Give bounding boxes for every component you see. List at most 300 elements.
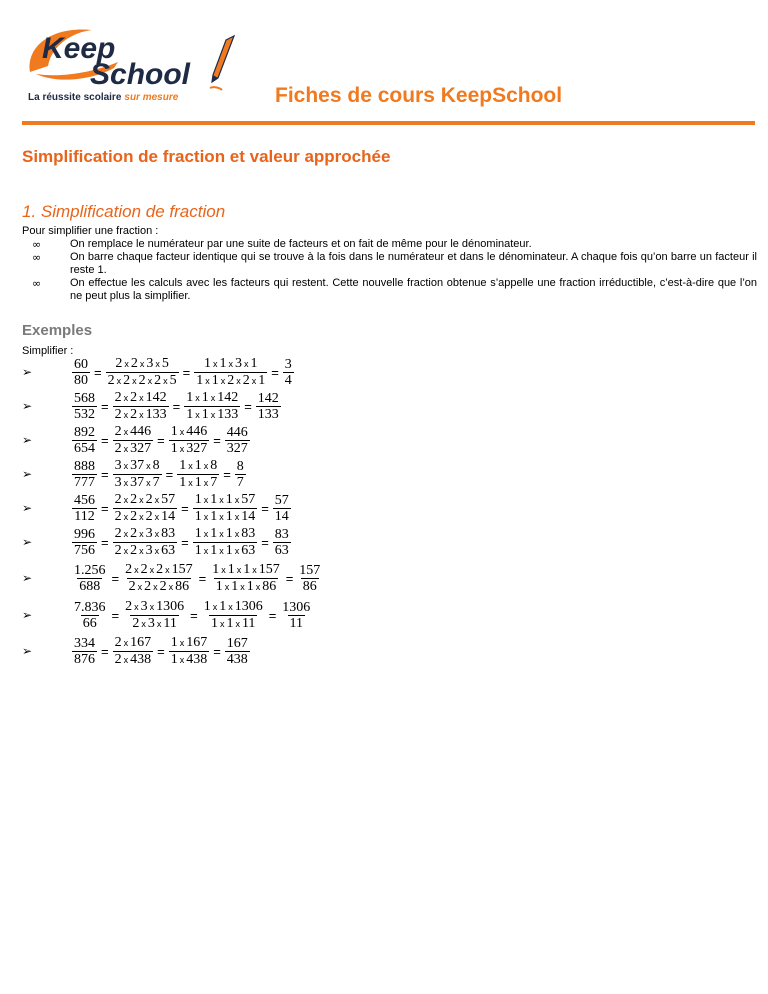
- numerator: [297, 563, 322, 578]
- fraction: [169, 635, 210, 668]
- factor: 14: [161, 508, 176, 524]
- numerator: [169, 635, 210, 651]
- times-sign: x: [210, 409, 216, 420]
- denominator: [113, 542, 178, 559]
- factor: 876: [74, 651, 95, 667]
- fraction: [177, 458, 219, 491]
- factor: 57: [241, 491, 256, 507]
- factor: 2: [145, 491, 153, 507]
- factor: 327: [130, 440, 152, 456]
- list-item: [22, 277, 757, 303]
- equals-sign: =: [223, 466, 231, 482]
- factor: 2: [130, 508, 138, 524]
- times-sign: x: [123, 460, 129, 471]
- factor: 1: [194, 525, 202, 541]
- times-sign: x: [139, 409, 144, 420]
- fraction: [72, 425, 97, 456]
- factor: 996: [74, 526, 95, 542]
- denominator: [283, 372, 294, 388]
- fraction: [72, 493, 97, 524]
- equals-sign: =: [157, 432, 165, 448]
- list-item: [22, 251, 757, 277]
- equals-sign: =: [244, 398, 252, 414]
- factor: 167: [226, 635, 248, 651]
- numerator: [72, 493, 97, 508]
- logo-word-keep: Keep: [42, 32, 116, 65]
- factor: 1: [170, 440, 178, 456]
- fraction: [280, 600, 312, 631]
- fraction: [123, 562, 195, 595]
- factor: 1: [194, 542, 202, 558]
- numerator: [225, 636, 250, 651]
- times-sign: x: [203, 528, 209, 539]
- times-sign: x: [221, 564, 226, 575]
- equals-sign: =: [111, 607, 120, 623]
- times-sign: x: [123, 654, 129, 665]
- numerator: [193, 526, 258, 542]
- denominator: [72, 508, 96, 524]
- numerator: [235, 459, 246, 474]
- numerator: [202, 356, 260, 372]
- equals-sign: =: [172, 398, 181, 414]
- times-sign: x: [219, 511, 224, 522]
- times-sign: x: [116, 375, 122, 386]
- denominator: [184, 406, 240, 423]
- denominator: [225, 440, 250, 456]
- times-sign: x: [123, 637, 129, 648]
- times-sign: x: [188, 477, 193, 488]
- factor: 1: [194, 508, 202, 524]
- keepschool-logo: [22, 22, 244, 104]
- factor: 2: [114, 508, 122, 524]
- factor: 2: [125, 561, 133, 577]
- times-sign: x: [203, 511, 209, 522]
- factor: 2: [128, 578, 136, 594]
- factor: 2: [114, 406, 122, 422]
- factor: 2: [132, 615, 140, 631]
- times-sign: x: [236, 375, 241, 386]
- factor: 3: [114, 474, 122, 490]
- times-sign: x: [212, 358, 218, 369]
- factor: 1: [211, 372, 219, 388]
- examples-heading: Exemples: [22, 322, 93, 339]
- factor: 2: [140, 561, 148, 577]
- factor: 446: [226, 424, 248, 440]
- times-sign: x: [149, 564, 155, 575]
- factor: 1: [194, 474, 202, 490]
- times-sign: x: [154, 494, 160, 505]
- equals-sign: =: [101, 534, 109, 550]
- times-sign: x: [134, 601, 139, 612]
- times-sign: x: [219, 494, 224, 505]
- arrow-bullet-icon: ➢: [22, 535, 33, 549]
- times-sign: x: [154, 528, 160, 539]
- section-title: Simplification de fraction et valeur approchée: [22, 147, 391, 166]
- times-sign: x: [134, 564, 139, 575]
- denominator: [169, 440, 210, 457]
- factor: 688: [79, 578, 101, 594]
- equals-sign: =: [181, 534, 189, 550]
- fraction: [72, 459, 97, 490]
- fraction: [210, 562, 282, 595]
- factor: 1: [203, 598, 211, 614]
- numerator: [72, 357, 90, 372]
- times-sign: x: [165, 564, 170, 575]
- times-sign: x: [203, 494, 209, 505]
- numerator: [193, 492, 258, 508]
- factor: 167: [186, 634, 208, 650]
- factor: 1: [196, 372, 204, 388]
- factor: 2: [114, 389, 122, 405]
- denominator: [169, 651, 210, 668]
- factor: 3: [145, 542, 153, 558]
- factor: 1: [219, 355, 227, 371]
- times-sign: x: [234, 528, 240, 539]
- factor: 83: [274, 526, 289, 542]
- factor: 167: [130, 634, 152, 650]
- factor: 2: [114, 542, 122, 558]
- times-sign: x: [252, 564, 257, 575]
- list-item-text: On barre chaque facteur identique qui se trouve à la fois dans le numérateur et dans le dénominateur. A chaque fois qu’on barre un facteur il reste 1.: [70, 251, 757, 276]
- numerator: [113, 390, 169, 406]
- factor: 133: [217, 406, 239, 422]
- times-sign: x: [219, 528, 224, 539]
- denominator: [301, 578, 319, 594]
- denominator: [225, 651, 250, 667]
- times-sign: x: [168, 581, 174, 592]
- times-sign: x: [156, 618, 162, 629]
- factor: 1: [231, 578, 239, 594]
- times-sign: x: [163, 375, 168, 386]
- denominator: [106, 372, 179, 389]
- fraction: [113, 526, 178, 559]
- factor: 777: [74, 474, 95, 490]
- factor: 1: [215, 578, 223, 594]
- factor: 86: [262, 578, 277, 594]
- times-sign: x: [195, 392, 200, 403]
- denominator: [214, 578, 279, 595]
- fraction: [72, 636, 97, 667]
- equals-sign: =: [101, 500, 109, 516]
- times-sign: x: [236, 564, 242, 575]
- example-row: [22, 389, 281, 423]
- equals-sign: =: [111, 570, 120, 586]
- times-sign: x: [240, 581, 245, 592]
- fraction: [235, 459, 246, 490]
- example-row: [22, 491, 291, 525]
- numerator: [113, 492, 178, 508]
- times-sign: x: [228, 601, 233, 612]
- times-sign: x: [179, 443, 185, 454]
- numerator: [123, 599, 186, 615]
- times-sign: x: [219, 618, 225, 629]
- factor: 1: [225, 542, 233, 558]
- numerator: [72, 636, 97, 651]
- numerator: [113, 424, 154, 440]
- denominator: [256, 406, 281, 422]
- numerator: [113, 635, 154, 651]
- factor: 3: [114, 457, 122, 473]
- fraction: [225, 636, 250, 667]
- denominator: [194, 372, 267, 389]
- times-sign: x: [228, 358, 233, 369]
- factor: 334: [74, 635, 95, 651]
- factor: 2: [114, 440, 122, 456]
- equals-sign: =: [182, 364, 191, 380]
- fraction: [193, 526, 258, 559]
- numerator: [177, 458, 219, 474]
- factor: 446: [186, 423, 208, 439]
- fraction: [225, 425, 250, 456]
- factor: 157: [299, 562, 321, 578]
- factor: 892: [74, 424, 95, 440]
- times-sign: x: [219, 545, 224, 556]
- factor: 157: [258, 561, 280, 577]
- factor: 1: [170, 634, 178, 650]
- factor: 1306: [156, 598, 185, 614]
- factor: 11: [241, 615, 256, 631]
- numerator: [113, 526, 178, 542]
- equals-sign: =: [101, 398, 109, 414]
- fraction: [273, 493, 291, 524]
- factor: 1: [170, 423, 178, 439]
- times-sign: x: [188, 460, 193, 471]
- numerator: [72, 459, 97, 474]
- denominator: [177, 474, 219, 491]
- times-sign: x: [123, 494, 129, 505]
- arrow-bullet-icon: ➢: [22, 501, 33, 515]
- times-sign: x: [210, 392, 216, 403]
- times-sign: x: [141, 618, 146, 629]
- factor: 11: [289, 615, 304, 631]
- factor: 1: [210, 615, 218, 631]
- factor: 1: [219, 598, 227, 614]
- factor: 2: [114, 423, 122, 439]
- factor: 2: [125, 598, 133, 614]
- factor: 2: [156, 561, 164, 577]
- factor: 7.836: [74, 599, 106, 615]
- fraction: [72, 391, 97, 422]
- denominator: [72, 372, 90, 388]
- factor: 1: [194, 491, 202, 507]
- equals-sign: =: [181, 500, 189, 516]
- equals-sign: =: [213, 432, 221, 448]
- denominator: [113, 651, 154, 668]
- times-sign: x: [155, 358, 160, 369]
- factor: 456: [74, 492, 95, 508]
- factor: 2: [123, 372, 131, 388]
- times-sign: x: [235, 618, 240, 629]
- fraction: [193, 492, 258, 525]
- numerator: [202, 599, 265, 615]
- factor: 2: [114, 525, 122, 541]
- times-sign: x: [139, 511, 144, 522]
- factor: 7: [210, 474, 218, 490]
- factor: 66: [82, 615, 97, 631]
- equals-sign: =: [101, 643, 109, 659]
- list-item-text: On effectue les calculs avec les facteurs qui restent. Cette nouvelle fraction obtenue s’appelle une fraction irréductible, c’est-à-dire que l’on ne peut plus la simplifier.: [70, 277, 757, 302]
- times-sign: x: [224, 581, 230, 592]
- factor: 438: [186, 651, 208, 667]
- factor: 1: [225, 525, 233, 541]
- factor: 1: [226, 615, 234, 631]
- denominator: [288, 615, 305, 631]
- factor: 63: [161, 542, 176, 558]
- factor: 1: [246, 578, 254, 594]
- factor: 327: [226, 440, 248, 456]
- example-row: [22, 457, 246, 491]
- fraction: [113, 635, 154, 668]
- factor: 2: [115, 355, 123, 371]
- rules-list: [22, 238, 757, 303]
- denominator: [113, 440, 154, 457]
- equals-sign: =: [285, 570, 294, 586]
- factor: 1: [170, 651, 178, 667]
- factor: 2: [159, 578, 167, 594]
- times-sign: x: [123, 443, 129, 454]
- factor: 63: [241, 542, 256, 558]
- denominator: [209, 615, 257, 632]
- times-sign: x: [146, 477, 151, 488]
- times-sign: x: [154, 511, 160, 522]
- times-sign: x: [123, 545, 129, 556]
- logo-tagline: La réussite scolaire: [28, 92, 122, 103]
- fraction: [297, 563, 322, 594]
- factor: 37: [130, 457, 145, 473]
- equals-sign: =: [261, 500, 269, 516]
- numerator: [113, 356, 171, 372]
- factor: 2: [114, 634, 122, 650]
- example-row: [22, 355, 294, 389]
- times-sign: x: [137, 581, 143, 592]
- numerator: [72, 600, 108, 615]
- factor: 2: [107, 372, 115, 388]
- times-sign: x: [139, 545, 144, 556]
- factor: 2: [145, 508, 153, 524]
- denominator: [273, 542, 291, 558]
- times-sign: x: [234, 511, 240, 522]
- fraction: [72, 600, 108, 631]
- numerator: [72, 563, 108, 578]
- denominator: [72, 542, 97, 558]
- factor: 1: [201, 406, 209, 422]
- numerator: [210, 562, 282, 578]
- times-sign: x: [203, 477, 209, 488]
- times-sign: x: [139, 494, 144, 505]
- factor: 37: [130, 474, 145, 490]
- factor: 86: [302, 578, 317, 594]
- denominator: [72, 474, 97, 490]
- factor: 142: [217, 389, 239, 405]
- fraction: [123, 599, 186, 632]
- times-sign: x: [205, 375, 210, 386]
- factor: 1: [250, 355, 258, 371]
- factor: 1: [186, 389, 194, 405]
- arrow-bullet-icon: ➢: [22, 608, 33, 622]
- times-sign: x: [255, 581, 261, 592]
- factor: 1: [210, 542, 218, 558]
- times-sign: x: [251, 375, 257, 386]
- factor: 3: [145, 525, 153, 541]
- equals-sign: =: [157, 643, 165, 659]
- factor: 2: [130, 355, 138, 371]
- factor: 1: [186, 406, 194, 422]
- times-sign: x: [123, 511, 129, 522]
- factor: 7: [152, 474, 160, 490]
- factor: 1: [203, 355, 211, 371]
- factor: 133: [257, 406, 279, 422]
- factor: 4: [284, 372, 292, 388]
- factor: 2: [114, 651, 122, 667]
- example-row: [22, 561, 322, 595]
- factor: 11: [163, 615, 177, 631]
- times-sign: x: [139, 358, 145, 369]
- factor: 888: [74, 458, 95, 474]
- factor: 2: [130, 542, 138, 558]
- equals-sign: =: [94, 364, 102, 380]
- factor: 2: [130, 406, 138, 422]
- fraction: [184, 390, 240, 423]
- denominator: [113, 508, 178, 525]
- factor: 7: [236, 474, 244, 490]
- factor: 1: [210, 491, 218, 507]
- list-item-text: On remplace le numérateur par une suite de facteurs et on fait de même pour le dénominateur.: [70, 238, 532, 250]
- times-sign: x: [203, 545, 209, 556]
- times-sign: x: [234, 545, 240, 556]
- factor: 568: [74, 390, 95, 406]
- times-sign: x: [179, 654, 185, 665]
- equals-sign: =: [213, 643, 221, 659]
- denominator: [273, 508, 291, 524]
- factor: 1: [210, 525, 218, 541]
- factor: 142: [257, 390, 279, 406]
- arrow-bullet-icon: ➢: [22, 365, 33, 379]
- factor: 8: [236, 458, 244, 474]
- fraction: [273, 527, 291, 558]
- factor: 2: [242, 372, 250, 388]
- factor: 1: [194, 457, 202, 473]
- fraction: [72, 527, 97, 558]
- factor: 1: [227, 561, 235, 577]
- times-sign: x: [220, 375, 226, 386]
- logo-word-school: School: [90, 58, 191, 91]
- arrow-bullet-icon: ➢: [22, 571, 33, 585]
- equals-sign: =: [271, 364, 279, 380]
- logo-tagline-accent: sur mesure: [124, 92, 179, 103]
- numerator: [273, 493, 291, 508]
- infinity-bullet-icon: ∞: [32, 277, 42, 290]
- example-row: [22, 423, 250, 457]
- factor: 2: [144, 578, 152, 594]
- numerator: [123, 562, 195, 578]
- equals-sign: =: [190, 607, 198, 623]
- factor: 2: [130, 525, 138, 541]
- fraction: [113, 390, 169, 423]
- numerator: [72, 527, 97, 542]
- factor: 5: [169, 372, 177, 388]
- arrow-bullet-icon: ➢: [22, 399, 33, 413]
- infinity-bullet-icon: ∞: [32, 238, 42, 251]
- factor: 2: [227, 372, 235, 388]
- denominator: [113, 406, 169, 423]
- fraction: [72, 563, 108, 594]
- fraction: [113, 458, 162, 491]
- numerator: [280, 600, 312, 615]
- factor: 112: [74, 508, 95, 524]
- numerator: [72, 425, 97, 440]
- factor: 8: [152, 457, 160, 473]
- infinity-bullet-icon: ∞: [32, 251, 42, 264]
